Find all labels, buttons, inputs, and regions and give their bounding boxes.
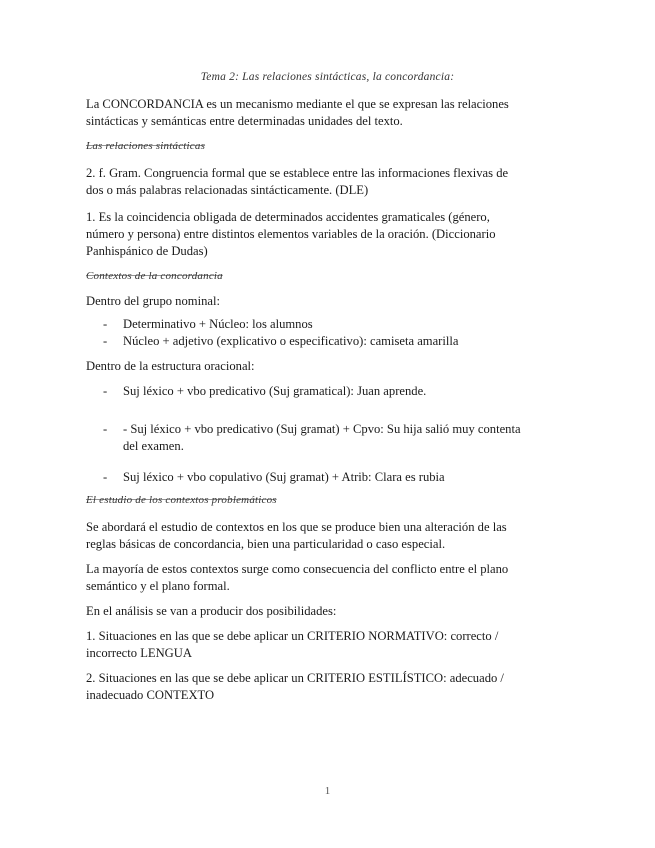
list-item-text: Núcleo + adjetivo (explicativo o especificativo): camiseta amarilla — [123, 334, 459, 348]
section-heading-estudio: El estudio de los contextos problemáticos — [86, 494, 277, 506]
list-item — [86, 316, 526, 333]
estudio-paragraph-1: Se abordará el estudio de contextos en los que se produce bien una alteración de las reglas básicas de concordancia, bien una particularidad o caso especial. — [86, 520, 507, 551]
oracional-label: Dentro de la estructura oracional: — [86, 359, 255, 373]
list-item — [86, 333, 526, 350]
bullet-dash: - — [103, 470, 108, 484]
document-body — [86, 96, 526, 704]
estudio-paragraph-3: En el análisis se van a producir dos posibilidades: — [86, 604, 337, 618]
page-number: 1 — [324, 785, 331, 797]
bullet-dash: - — [103, 384, 108, 398]
section-heading-contextos: Contextos de la concordancia — [86, 270, 223, 282]
bullet-dash: - — [103, 334, 108, 348]
list-item — [86, 469, 526, 486]
list-item-text: - Suj léxico + vbo predicativo (Suj gramat) + Cpvo: Su hija salió muy contenta del examen. — [123, 422, 521, 453]
criterio-normativo: 1. Situaciones en las que se debe aplicar un CRITERIO NORMATIVO: correcto / incorrecto LENGUA — [86, 629, 499, 660]
section-heading-relaciones: Las relaciones sintácticas — [86, 140, 206, 152]
definition-dle: 2. f. Gram. Congruencia formal que se establece entre las informaciones flexivas de dos o más palabras relacionadas sintácticamente. (DLE) — [86, 166, 509, 197]
list-item-text: Suj léxico + vbo predicativo (Suj gramatical): Juan aprende. — [123, 384, 427, 398]
nominal-label: Dentro del grupo nominal: — [86, 294, 220, 308]
list-item-text: Determinativo + Núcleo: los alumnos — [123, 317, 313, 331]
bullet-dash: - — [103, 317, 108, 331]
criterio-estilistico: 2. Situaciones en las que se debe aplicar un CRITERIO ESTILÍSTICO: adecuado / inadecuado CONTEXTO — [86, 671, 504, 702]
list-item — [86, 421, 526, 455]
list-item — [86, 383, 526, 400]
document-title: Tema 2: Las relaciones sintácticas, la concordancia: — [200, 71, 455, 83]
bullet-dash: - — [103, 422, 108, 436]
intro-paragraph: La CONCORDANCIA es un mecanismo mediante el que se expresan las relaciones sintácticas y semánticas entre determinadas unidades del texto. — [86, 97, 509, 128]
estudio-paragraph-2: La mayoría de estos contextos surge como consecuencia del conflicto entre el plano semántico y el plano formal. — [86, 562, 509, 593]
definition-dpd: 1. Es la coincidencia obligada de determinados accidentes gramaticales (género, número y persona) entre distintos elementos variables de la oración. (Diccionario Panhispánico de Dudas) — [86, 210, 496, 258]
list-item-text: Suj léxico + vbo copulativo (Suj gramat) + Atrib: Clara es rubia — [123, 470, 445, 484]
